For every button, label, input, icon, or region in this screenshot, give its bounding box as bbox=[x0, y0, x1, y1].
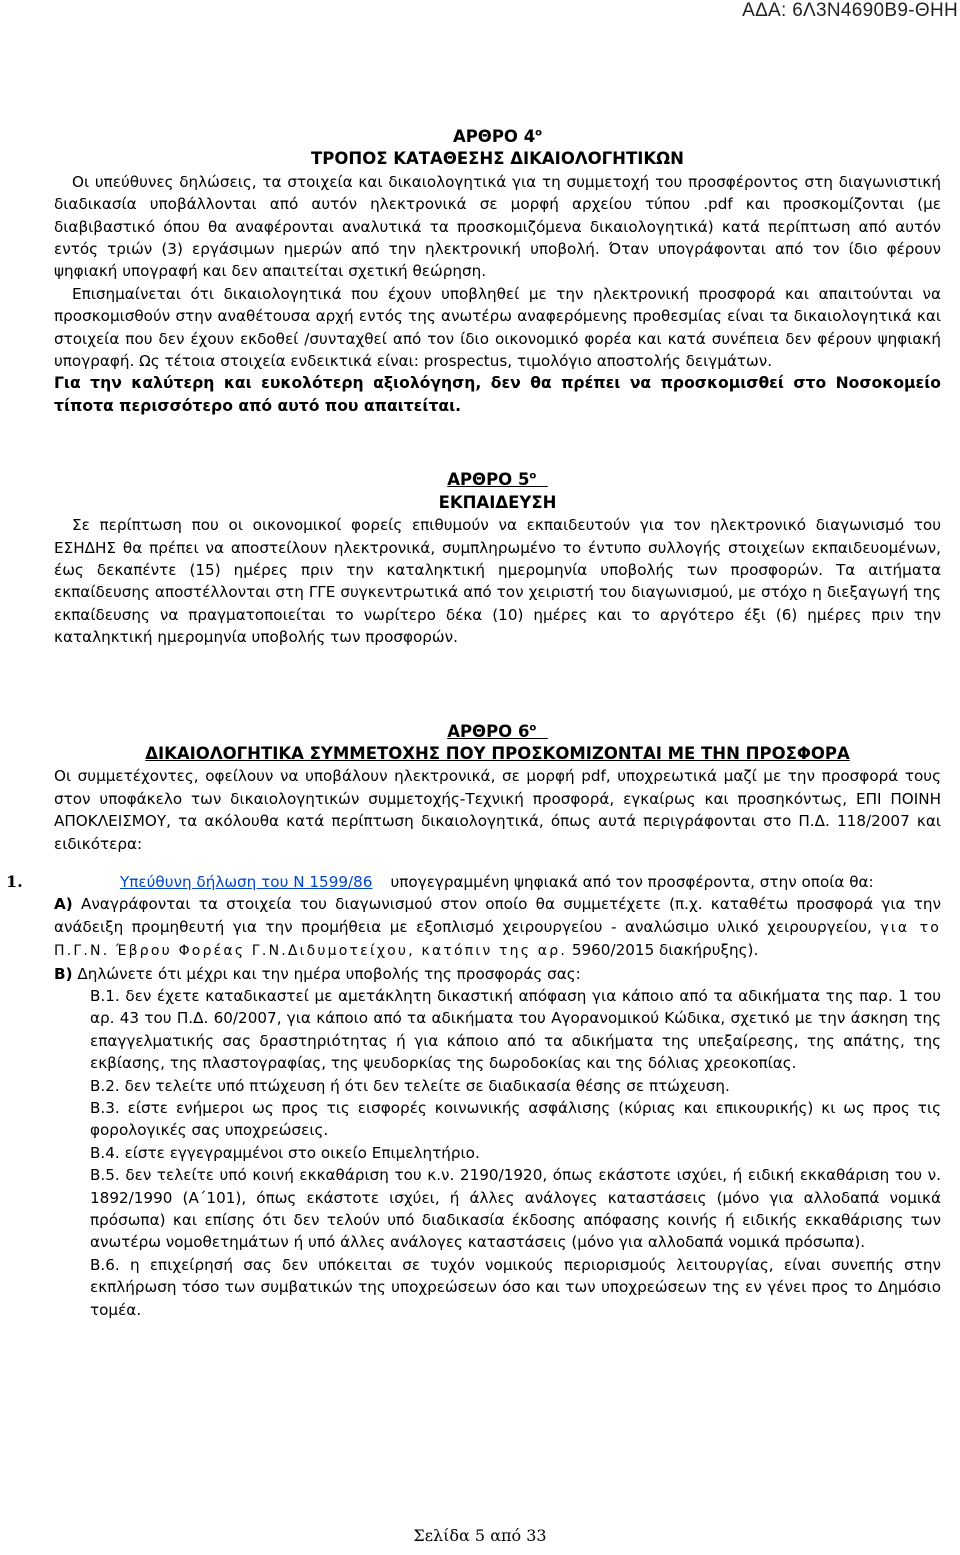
item-b4: Β.4. είστε εγγεγραμμένοι στο οικείο Επιμελητήριο. bbox=[90, 1143, 480, 1162]
article-6-subtitle: ΔΙΚΑΙΟΛΟΓΗΤΙΚΑ ΣΥΜΜΕΤΟΧΗΣ ΠΟΥ ΠΡΟΣΚΟΜΙΖΟΝΤΑΙ ΜΕ ΤΗΝ ΠΡΟΣΦΟΡΑ bbox=[145, 743, 850, 763]
article-4-heading bbox=[54, 126, 941, 148]
article-5-title: ΑΡΘΡΟ $5^o$ bbox=[447, 470, 537, 490]
item-b6: Β.6. η επιχείρησή σας δεν υπόκειται σε τυχόν νομικούς περιορισμούς λειτουργίας, είναι συνεπής στην εκπλήρωση τόσο των συμβατικών της υποχρεώσεων όσο και των υποχρεώσεων της εν γένει προς το Δημόσιο τομέα. bbox=[90, 1255, 941, 1319]
item-a-text: Αναγράφονται τα στοιχεία του διαγωνισμού στον οποίο θα συμμετέχετε (π.χ. καταθέτω προσφορά για την ανάδειξη προμηθευτή για την προμήθεια με εξοπλισμό χειρουργείου - αναλώσιμο υλικό χειρουργείου, bbox=[54, 895, 942, 936]
article-6-title: ΑΡΘΡΟ $6^o$ bbox=[447, 721, 537, 741]
article-4-title: ΑΡΘΡΟ 4 bbox=[452, 127, 536, 146]
item-b-label: Β) bbox=[54, 964, 73, 983]
item-b3: Β.3. είστε ενήμεροι ως προς τις εισφορές κοινωνικής ασφάλισης (κύριας και επικουρικής) κι ως προς τις φορολογικές σας υποχρεώσεις. bbox=[90, 1099, 941, 1140]
article-4-paragraph-3: Για την καλύτερη και ευκολότερη αξιολόγηση, δεν θα πρέπει να προσκομισθεί στο Νοσοκομείο τίποτα περισσότερο από αυτό που απαιτείται. bbox=[54, 374, 941, 415]
article-4-paragraph-2: Επισημαίνεται ότι δικαιολογητικά που έχουν υποβληθεί με την ηλεκτρονική προσφορά και απαιτούνται να προσκομισθούν στην αναθέτουσα αρχή εντός της ανωτέρω αναφερόμενης προθεσμίας είναι τα δικαιολογητικά και στοιχεία που δεν έχουν εκδοθεί /συνταχθεί από τον ίδιο οικονομικό φορέα και κατά συνέπεια δεν φέρουν ψηφιακή υπογραφή. Ως τέτοια στοιχεία ενδεικτικά είναι: prospectus, τιμολόγιο αποστολής δειγμάτων. bbox=[54, 284, 941, 371]
article-5-sup: ο bbox=[529, 470, 537, 482]
item-a-spaced: για το Π.Γ.Ν. Έβρου Φορέας Γ.Ν.Διδυμοτείχου, κατόπιν της αρ. bbox=[54, 919, 942, 960]
article-5-subtitle: ΕΚΠΑΙΔΕΥΣΗ bbox=[438, 492, 557, 512]
item-a-label: Α) bbox=[54, 895, 73, 914]
item-b5: Β.5. δεν τελείτε υπό κοινή εκκαθάριση του κ.ν. 2190/1920, όπως εκάστοτε ισχύει, ή ειδική εκκαθάριση του ν. 1892/1990 (Α΄101), όπως εκάστοτε ισχύει, ή άλλες ανάλογες καταστάσεις (μόνο για αλλοδαπά νομικά πρόσωπα) και επίσης ότι δεν τελούν υπό διαδικασία έκδοσης απόφασης κοινής ή ειδικής εκκαθάρισης των ανωτέρω νομοθετημάτων ή υπό άλλες ανάλογες καταστάσεις (μόνο για αλλοδαπά νομικά πρόσωπα). bbox=[90, 1166, 941, 1252]
item-a bbox=[54, 893, 941, 962]
list-item-1 bbox=[6, 871, 942, 1321]
article-5-paragraph-1: Σε περίπτωση που οι οικονομικοί φορείς επιθυμούν να εκπαιδευτούν για τον ηλεκτρονικό διαγωνισμό του ΕΣΗΔΗΣ θα πρέπει να αποστείλουν ηλεκτρονικά, συμπληρωμένο το έντυπο συλλογής στοιχείων εκπαιδευομένων, έως δεκαπέντε (15) ημέρες πριν την καταληκτική ημερομηνία υποβολής των προσφορών. Τα αιτήματα εκπαίδευσης αποστέλλονται στη ΓΓΕ συγκεντρωτικά από τον χειριστή του διαγωνισμού, με στόχο η διεξαγωγή της εκπαίδευσης να πραγματοποιείται το νωρίτερο δέκα (10) ημέρες και το αργότερο έξι (6) ημέρες πριν την καταληκτική ημερομηνία υποβολής των προσφορών. bbox=[54, 516, 941, 647]
declaration-link[interactable]: Υπεύθυνη δήλωση του Ν 1599/86 bbox=[120, 872, 373, 891]
list-item-1-number: 1. bbox=[6, 871, 23, 891]
ada-code: ΑΔΑ: 6Λ3Ν4690Β9-ΘΗΗ bbox=[742, 0, 958, 21]
list-item-1-text: υπογεγραμμένη ψηφιακά από τον προσφέροντα, στην οποία θα: bbox=[390, 872, 874, 891]
article-6-sup: ο bbox=[529, 722, 537, 734]
item-b2: Β.2. δεν τελείτε υπό πτώχευση ή ότι δεν τελείτε σε διαδικασία θέσης σε πτώχευση. bbox=[90, 1076, 730, 1095]
item-a-end: 5960/2015 διακήρυξης). bbox=[571, 941, 759, 960]
document-body bbox=[6, 126, 942, 1321]
article-5-heading bbox=[54, 469, 941, 491]
item-b-text: Δηλώνετε ότι μέχρι και την ημέρα υποβολής της προσφοράς σας: bbox=[77, 964, 581, 983]
page-number: Σελίδα 5 από 33 bbox=[413, 1526, 547, 1545]
article-4-sup: ο bbox=[535, 127, 543, 139]
item-b1: Β.1. δεν έχετε καταδικαστεί με αμετάκλητη δικαστική απόφαση για κάποιο από τα αδικήματα της παρ. 1 του αρ. 43 του Π.Δ. 60/2007, για κάποιο από τα αδικήματα του Αγορανομικού Κώδικα, σχετικό με την άσκηση της επαγγελματικής σας δραστηριότητας ή για κάποιο από τα αδικήματα της υπεξαίρεσης, της απάτης, της εκβίασης, της πλαστογραφίας, της ψευδορκίας της δωροδοκίας και της δόλιας χρεοκοπίας. bbox=[90, 987, 941, 1073]
list-item-1-intro bbox=[54, 871, 941, 893]
article-4-paragraph-1: Οι υπεύθυνες δηλώσεις, τα στοιχεία και δικαιολογητικά για τη συμμετοχή του προσφέροντος στη διαγωνιστική διαδικασία υποβάλλονται από αυτόν ηλεκτρονικά σε μορφή αρχείου τύπου .pdf και προσκομίζονται (με διαβιβαστικό όπου θα αναφέρονται αναλυτικά τα προσκομιζόμενα δικαιολογητικά) κατά περίπτωση από αυτόν εντός τριών (3) εργάσιμων ημερών από την ηλεκτρονική υποβολή. Όταν υπογράφονται από τον ίδιο φέρουν ψηφιακή υπογραφή και δεν απαιτείται σχετική θεώρηση. bbox=[54, 172, 941, 281]
article-6-heading bbox=[54, 721, 941, 743]
article-4-subtitle: ΤΡΟΠΟΣ ΚΑΤΑΘΕΣΗΣ ΔΙΚΑΙΟΛΟΓΗΤΙΚΩΝ bbox=[311, 149, 684, 169]
item-b bbox=[54, 963, 941, 985]
article-6-paragraph-1: Οι συμμετέχοντες, οφείλουν να υποβάλουν ηλεκτρονικά, σε μορφή pdf, υποχρεωτικά μαζί με την προσφορά τους στον υποφάκελο των δικαιολογητικών συμμετοχής-Τεχνική προσφορά, εγκαίρως και προσηκόντως, ΕΠΙ ΠΟΙΝΗ ΑΠΟΚΛΕΙΣΜΟΥ, τα ακόλουθα κατά περίπτωση δικαιολογητικά, όπως αυτά περιγράφονται στο Π.Δ. 118/2007 και ειδικότερα: bbox=[54, 767, 941, 853]
